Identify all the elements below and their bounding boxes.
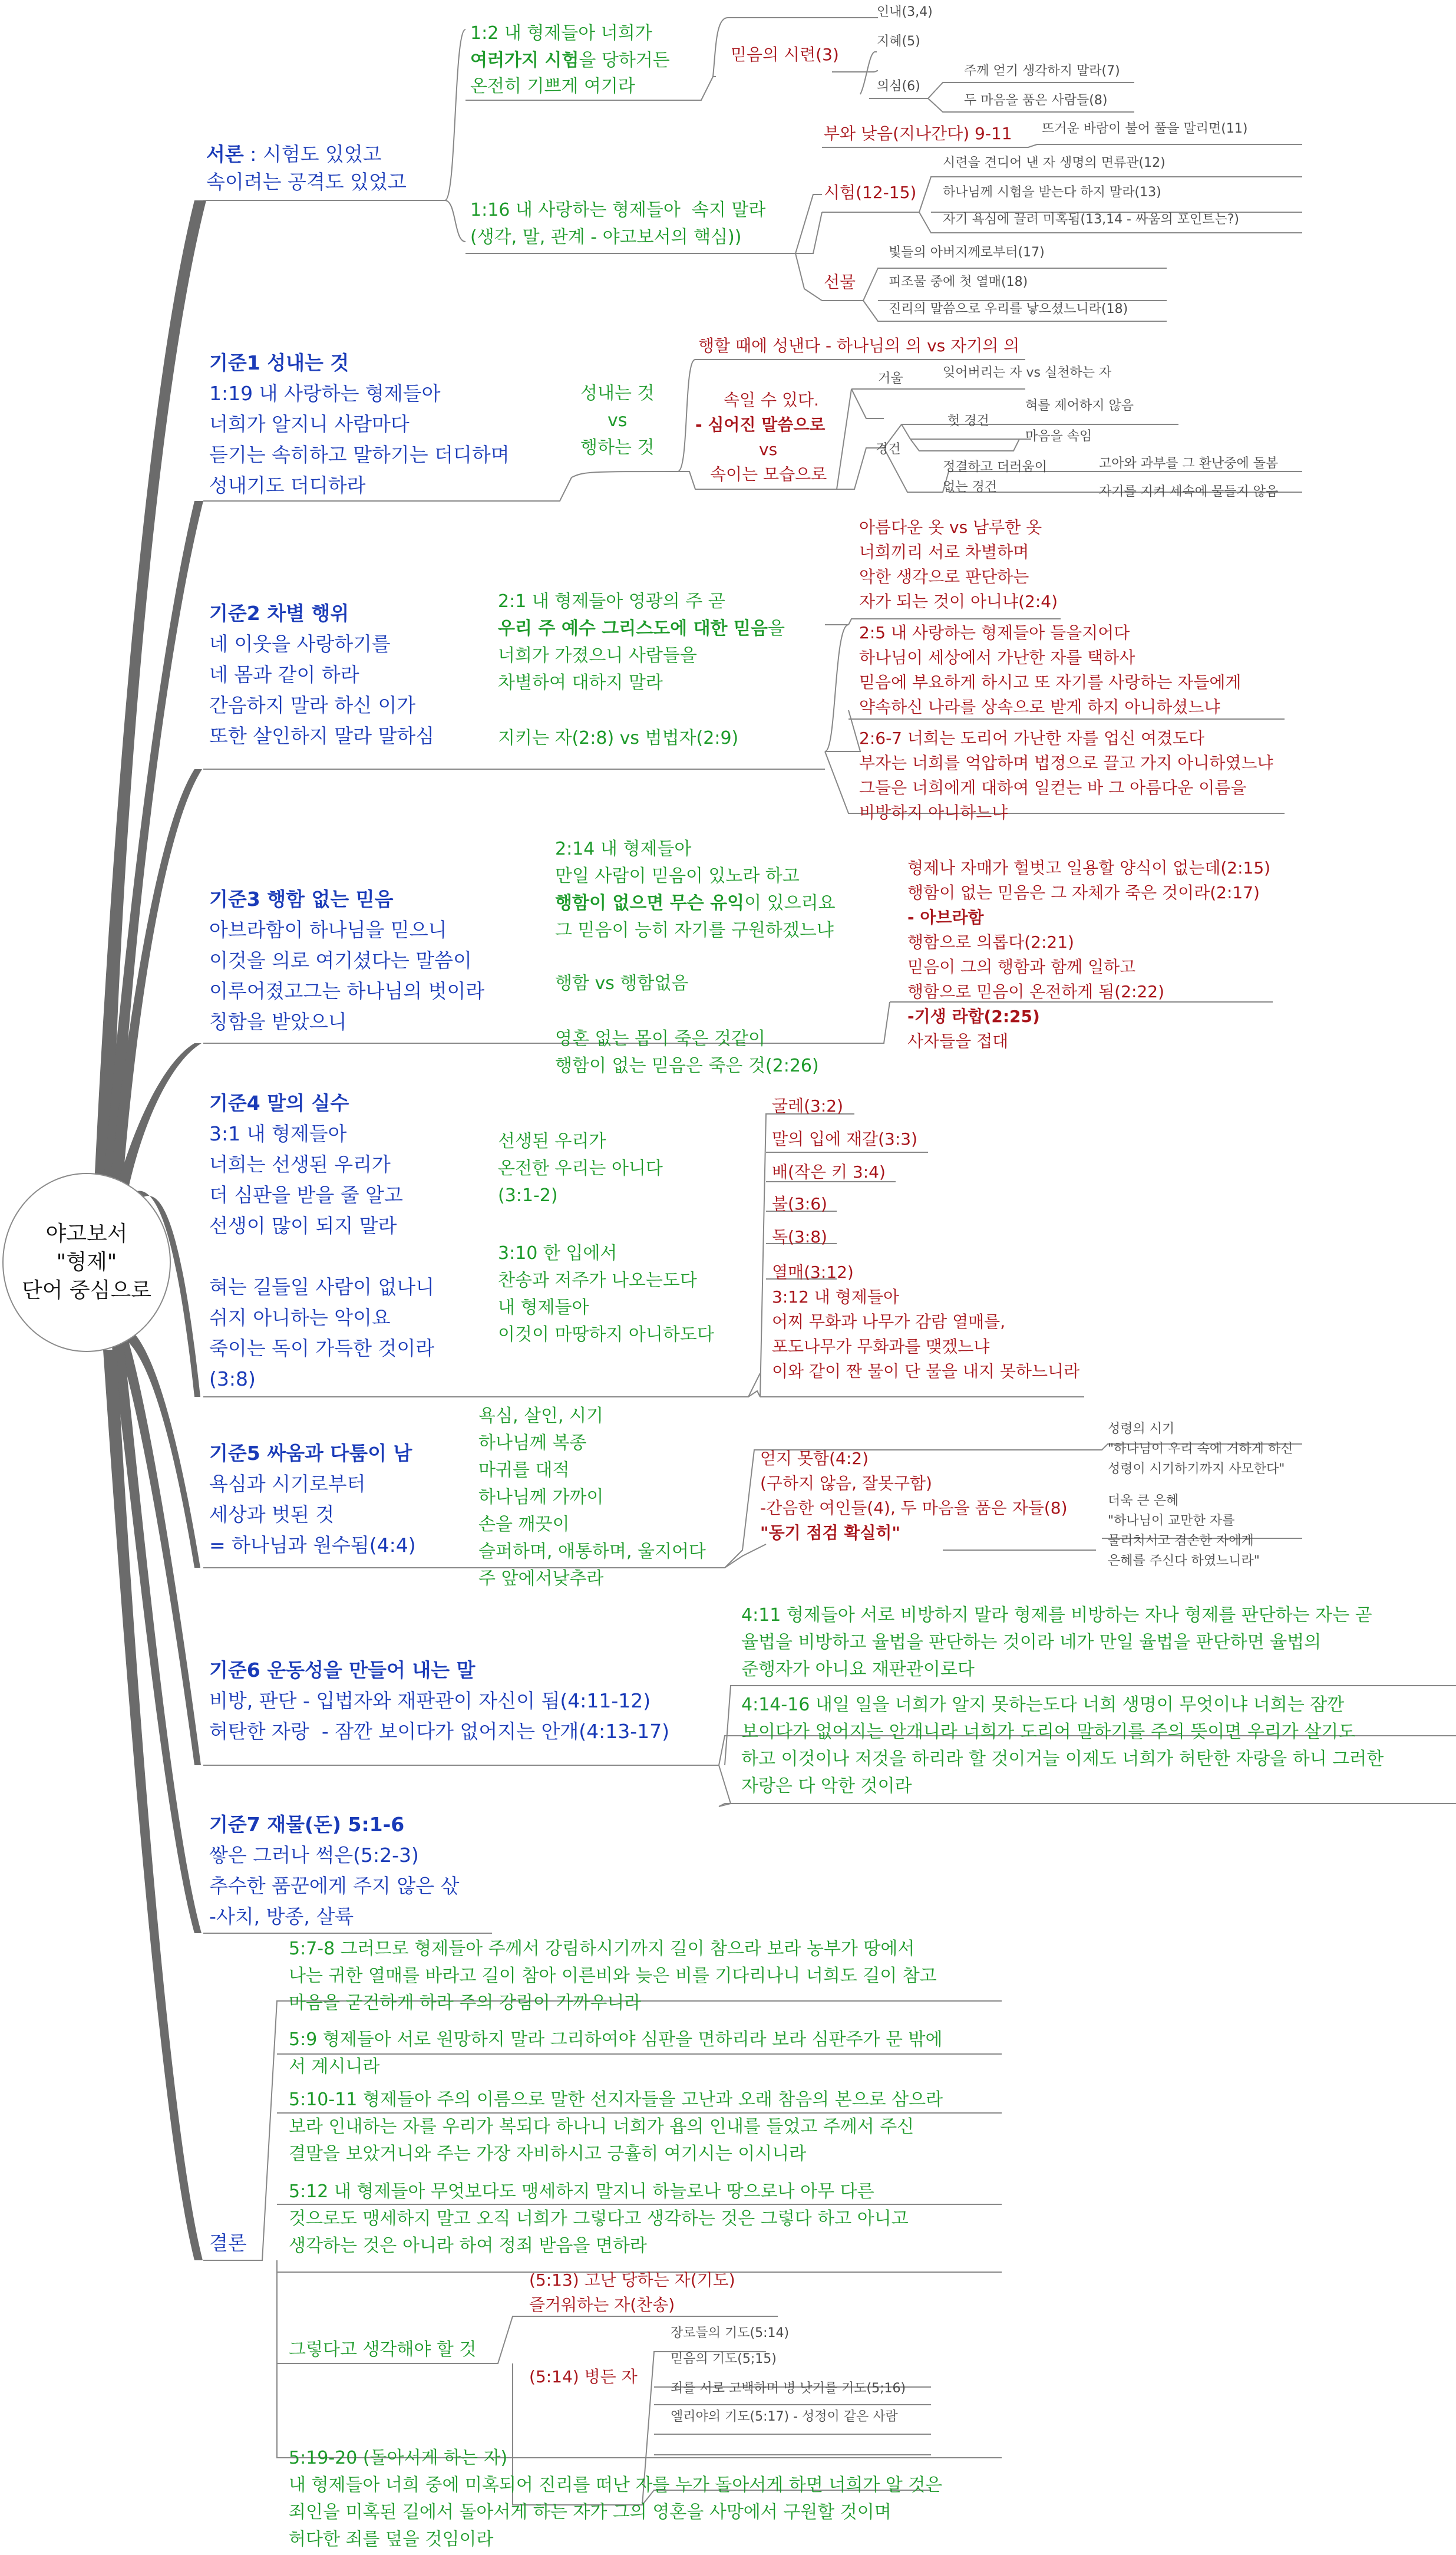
conclusion-label: 결론 [209,2231,247,2254]
conclusion-sick-2: 믿음의 기도(5;15) [671,2352,777,2366]
s3-right-1: 형제나 자매가 헐벗고 일용할 양식이 없는데(2:15) 행함이 없는 믿음은 그 자체가 죽은 것이라(2:17) [907,858,1271,902]
s5-middle: 욕심, 살인, 시기 하나님께 복종 마귀를 대적 하나님께 가까이 손을 깨끗이 슬퍼하며, 애통하며, 울지어다 주 앞에서낮추라 [478,1406,706,1589]
branch-intro [94,200,206,1191]
intro-verse-1-2-b [470,47,670,74]
s7-heading: 기준7 재물(돈) 5:1-6 [209,1813,405,1836]
s2-right-3: 2:6-7 너희는 도리어 가난한 자를 업신 여겼도다 부자는 너희를 억압하며 법정으로 끌고 가지 아니하였느냐 그들은 너희에게 대하여 일컫는 바 그 아름다운 이름을 비방하지 아니하느냐 [859,728,1273,822]
intro-doubt-2: 두 마음을 품은 사람들(8) [964,93,1108,108]
s5-heading: 기준5 싸움과 다툼이 남 [209,1442,412,1465]
s3-body: 아브라함이 하나님을 믿으니 이것을 의로 여기셨다는 말씀이 이루어졌고그는 하나님의 벗이라 칭함을 받았으니 [209,918,485,1033]
s6-right-2: 4:14-16 내일 일을 너희가 알지 못하는도다 너희 생명이 무엇이냐 너희는 잠깐 보이다가 없어지는 안개니라 너희가 도리어 말하기를 주의 뜻이면 우리가 살기도 하고 이것이나 저것을 하리라 할 것이거늘 이제도 너희가 허탄한 자랑을 하니 그러한 자랑은 다 악한 것이라 [741,1694,1384,1796]
intro-temptation-1: 시련을 견디어 낸 자 생명의 면류관(12) [943,156,1166,170]
s4-mid-2: 3:10 한 입에서 찬송과 저주가 나오는도다 내 형제들아 이것이 마땅하지 아니하도다 [498,1243,714,1345]
s1-pure: 정결하고 더러움이 없는 경건 [943,460,1048,494]
conclusion-verse-5-7: 5:7-8 그러므로 형제들아 주께서 강림하시기까지 길이 참으라 보라 농부가 땅에서 나는 귀한 열매를 바라고 길이 참아 이른비와 늦은 비를 기다리나니 너희도 길이 참고 마음을 굳건하게 하라 주의 강림이 가까우니라 [289,1938,937,2013]
s6-right-1: 4:11 형제들아 서로 비방하지 말라 형제를 비방하는 자나 형제를 판단하는 자는 곧 율법을 비방하고 율법을 판단하는 것이라 네가 만일 율법을 판단하면 율법의 준행자가 아니요 재판관이로다 [741,1605,1372,1680]
intro-label: 서론 [206,143,244,166]
s6-heading: 기준6 운동성을 만들어 내는 말 [209,1659,476,1682]
s2-body: 네 이웃을 사랑하기를 네 몸과 같이 하라 간음하지 말라 하신 이가 또한 살인하지 말라 말하심 [209,632,435,747]
s3-mid-2-rest: 이 있으리요 [744,893,836,914]
s3-heading: 기준3 행함 없는 믿음 [209,888,394,911]
s1-mirror-1: 잊어버리는 자 vs 실천하는 자 [943,365,1112,380]
s5-spirit-a: 성령의 시기 [1108,1422,1175,1436]
s2-mid-4: 지키는 자(2:8) vs 범법자(2:9) [498,728,739,749]
s3-mid-5: 영혼 없는 몸이 죽은 것같이 행함이 없는 믿음은 죽은 것(2:26) [555,1028,819,1076]
intro-doubt: 의심(6) [877,79,920,94]
s1-deceive-d: 속이는 모습으로 [710,464,827,484]
intro-line2: 속이려는 공격도 있었고 [206,170,407,193]
intro-wisdom: 지혜(5) [877,34,920,49]
s1-anger: 행할 때에 성낸다 - 하나님의 의 vs 자기의 의 [698,336,1020,355]
s3-right-3: 행함으로 의롭다(2:21) 믿음이 그의 행함과 함께 일하고 행함으로 믿음이 온전하게 됨(2:22) [907,932,1165,1001]
s3-right-5: 사자들을 접대 [907,1031,1009,1051]
s1-deceive-a: 속일 수 있다. [724,390,819,410]
s5-body: 욕심과 시기로부터 세상과 벗된 것 = 하나님과 원수됨(4:4) [209,1472,416,1557]
s4-bit: 말의 입에 재갈(3:3) [772,1129,917,1149]
s4-fig: 열매(3:12) 3:12 내 형제들아 어찌 무화과 나무가 감람 열매를, 포도나무가 무화과를 맺겠느냐 이와 같이 짠 물이 단 물을 내지 못하느니라 [772,1262,1080,1381]
intro-good-1: 빛들의 아버지께로부터(17) [889,245,1045,260]
s7-body: 쌓은 그러나 썩은(5:2-3) 추수한 품꾼에게 주지 않은 삯 -사치, 방종, 살륙 [209,1844,460,1928]
s1-vain: 헛 경건 [947,414,989,428]
s4-fire: 불(3:6) [772,1194,827,1214]
s1-mirror: 거울 [878,371,903,386]
s3-right-2: - 아브라함 [907,908,984,927]
s3-mid-2 [555,890,836,917]
s4-heading: 기준4 말의 실수 [209,1092,349,1115]
intro-good: 선물 [824,272,856,292]
s1-vain-1: 혀를 제어하지 않음 [1025,398,1134,413]
s3-mid-2-bold: 행함이 없으면 무슨 유익 [555,893,745,914]
s6-body: 비방, 판단 - 입법자와 재판관이 자신이 됨(4:11-12) 허탄한 자랑 - 잠깐 보이다가 없어지는 안개(4:13-17) [209,1689,670,1743]
s4-ship: 배(작은 키 3:4) [772,1162,886,1182]
intro-good-2: 피조물 중에 첫 열매(18) [889,275,1028,289]
s5-grace-b: "하나님이 교만한 자를 물리치시고 겸손한 자에게 은혜를 주신다 하였느니라" [1108,1514,1260,1568]
s2-mid-2-rest: 을 [767,618,785,639]
conclusion-sick-3: 죄를 서로 고백하며 병 낫기를 기도(5;16) [671,2381,906,2396]
s2-mid-2-bold: 우리 주 예수 그리스도에 대한 믿음 [498,618,768,639]
conclusion-verse-5-10: 5:10-11 형제들아 주의 이름으로 말한 선지자들을 고난과 오래 참음의 본으로 삼으라 보라 인내하는 자를 우리가 복되다 하나니 너희가 욥의 인내를 들었고 주께서 주신 결말을 보았거니와 주는 가장 자비하시고 긍휼히 여기시는 이시니라 [289,2089,943,2164]
s1-middle: 성내는 것 vs 행하는 것 [580,383,655,458]
s2-right-2: 2:5 내 사랑하는 형제들아 들을지어다 하나님이 세상에서 가난한 자를 택하사 믿음에 부요하게 하시고 또 자기를 사랑하는 자들에게 약속하신 나라를 상속으로 받게 하지 아니하셨느냐 [859,623,1242,717]
s4-bridle: 굴레(3:2) [772,1096,844,1116]
s1-deceive-b: - 심어진 말씀으로 [695,415,826,434]
s5-right-1: 얻지 못함(4:2) (구하지 않음, 잘못구함) -간음한 여인들(4), 두 마음을 품은 자들(8) [760,1449,1068,1518]
s3-mid-3: 그 믿음이 능히 자기를 구원하겠느냐 [555,920,834,941]
s2-right-1: 아름다운 옷 vs 남루한 옷 너희끼리 서로 차별하며 악한 생각으로 판단하는 자가 되는 것이 아니냐(2:4) [859,517,1058,611]
intro-verse-1-2-bold: 여러가지 시험 [470,50,579,71]
intro-patience: 인내(3,4) [877,5,933,19]
central-topic-bubble [2,1173,171,1352]
s1-vain-2: 마음을 속임 [1025,429,1092,444]
intro-verse-1-2-rest: 을 당하거든 [579,50,670,71]
intro-temptation: 시험(12-15) [824,183,917,202]
s5-spirit-b: "하나님이 우리 속에 거하게 하신 성령이 시기하기까지 사모한다" [1108,1442,1293,1476]
s2-heading: 기준2 차별 행위 [209,602,349,625]
conclusion-sick-1: 장로들의 기도(5:14) [671,2326,790,2340]
s1-deceive-c: vs [759,440,778,459]
s5-right-2: "동기 점검 확실히" [760,1523,901,1542]
conclusion-verse-5-9: 5:9 형제들아 서로 원망하지 말라 그리하여야 심판을 면하리라 보라 심판주가 문 밖에 서 계시니라 [289,2029,943,2077]
intro-temptation-3: 자기 욕심에 끌려 미혹됨(13,14 - 싸움의 포인트는?) [943,212,1240,227]
intro-verse-1-2-a: 1:2 내 형제들아 너희가 [470,23,652,44]
intro-verse-1-2-c: 온전히 기쁘게 여기라 [470,76,635,97]
intro-rich-poor-1: 뜨거운 바람이 불어 풀을 말리면(11) [1042,121,1248,136]
s3-right-4: -기생 라합(2:25) [907,1007,1040,1026]
conclusion-suffer: (5:13) 고난 당하는 자(기도) 즐거워하는 자(찬송) [529,2270,735,2315]
conclusion-sick-4: 엘리야의 기도(5:17) - 성정이 같은 사람 [671,2409,898,2424]
intro-heading [206,139,382,170]
s1-heading: 기준1 성내는 것 [209,351,349,374]
s2-mid-3: 너희가 가졌으니 사람들을 차별하여 대하지 말라 [498,645,697,693]
intro-trial-purpose: 믿음의 시련(3) [731,45,839,64]
s4-body: 3:1 내 형제들아 너희는 선생된 우리가 더 심판을 받을 줄 알고 선생이 많이 되지 말라 혀는 길들일 사람이 없나니 쉬지 아니하는 악이요 죽이는 독이 가득한 것이라 (3:8) [209,1122,435,1390]
conclusion-verse-5-19: 5:19-20 (돌아서게 하는 자) 내 형제들아 너희 중에 미혹되어 진리를 떠난 자를 누가 돌아서게 하면 너희가 알 것은 죄인을 미혹된 길에서 돌아서게 하는 자가 그의 영혼을 사망에서 구원할 것이며 허다한 죄를 덮을 것임이라 [289,2448,943,2550]
conclusion-think: 그렇다고 생각해야 할 것 [289,2339,477,2360]
conclusion-sick: (5:14) 병든 자 [529,2367,638,2386]
central-topic-title: 야고보서 "형제" 단어 중심으로 [21,1222,152,1303]
s5-grace-a: 더욱 큰 은혜 [1108,1494,1179,1508]
intro-line1: : 시험도 있었고 [243,143,382,166]
s1-body: 1:19 내 사랑하는 형제들아 너희가 알지니 사람마다 듣기는 속히하고 말하기는 더디하며 성내기도 더디하라 [209,382,510,497]
conclusion-verse-5-12: 5:12 내 형제들아 무엇보다도 맹세하지 말지니 하늘로나 땅으로나 아무 다른 것으로도 맹세하지 말고 오직 너희가 그렇다고 생각하는 것은 그렇다 하고 아니고 생각하는 것은 아니라 하여 정죄 받음을 면하라 [289,2181,909,2256]
intro-verse-1-16: 1:16 내 사랑하는 형제들아 속지 말라 (생각, 말, 관계 - 야고보서의 핵심)) [470,200,766,248]
s3-mid-1: 2:14 내 형제들아 만일 사람이 믿음이 있노라 하고 [555,839,800,886]
s1-pure-2: 자기를 지켜 세속에 물들지 않음 [1099,484,1279,499]
s1-piety: 경건 [876,442,901,457]
s3-mid-4: 행함 vs 행함없음 [555,973,689,994]
intro-temptation-2: 하나님께 시험을 받는다 하지 말라(13) [943,185,1161,200]
s2-mid-2 [498,615,785,642]
s4-mid-1: 선생된 우리가 온전한 우리는 아니다 (3:1-2) [498,1131,663,1206]
s4-poison: 독(3:8) [772,1227,827,1247]
intro-good-3: 진리의 말씀으로 우리를 낳으셨느니라(18) [889,302,1128,317]
s2-mid-1: 2:1 내 형제들아 영광의 주 곧 [498,591,725,612]
s1-pure-1: 고아와 과부를 그 환난중에 돌봄 [1099,456,1279,471]
intro-rich-poor: 부와 낮음(지나간다) 9-11 [824,124,1012,143]
intro-doubt-1: 주께 얻기 생각하지 말라(7) [964,64,1120,78]
